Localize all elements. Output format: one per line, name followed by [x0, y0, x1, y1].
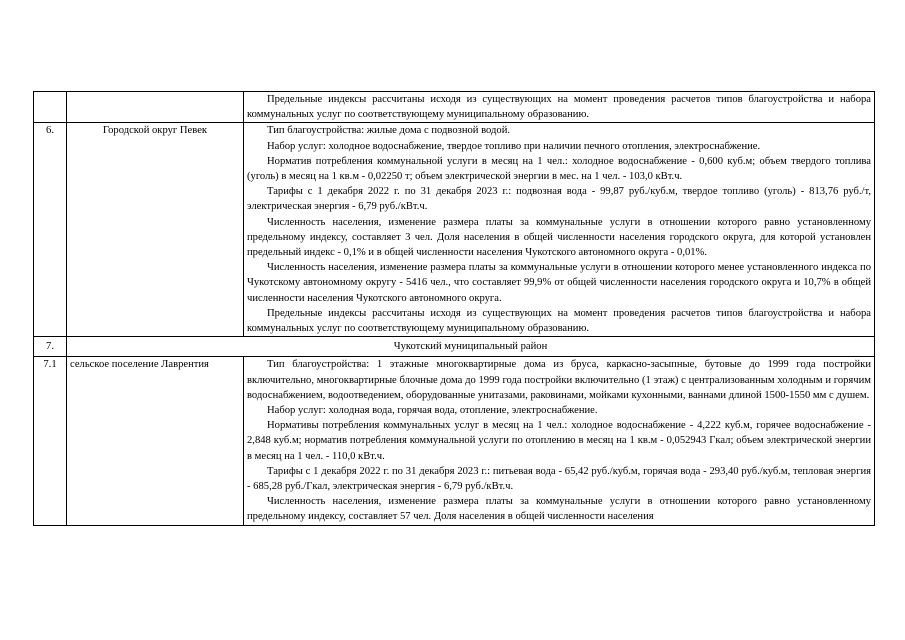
table-row — [34, 123, 875, 337]
indices-table — [33, 91, 875, 526]
paragraph: Набор услуг: холодное водоснабжение, твердое топливо при наличии печного отопления, электроснабжение. — [267, 140, 761, 152]
row-number: 7. — [34, 337, 67, 357]
document-page — [33, 91, 875, 526]
row-number — [34, 92, 67, 123]
row-description — [244, 123, 875, 337]
municipality-name: сельское поселение Лаврентия — [67, 357, 244, 525]
paragraph: Численность населения, изменение размера платы за коммунальные услуги в отношении которого менее установленного индекса по Чукотскому автономному округу - 5416 чел., что составляет 99,9% от общей численности населения городского округа и 10,7% в общей численности населения Чукотского автономного округа. — [247, 262, 871, 304]
table-row — [34, 357, 875, 525]
paragraph: Тарифы с 1 декабря 2022 г. по 31 декабря 2023 г.: подвозная вода - 99,87 руб./куб.м, твердое топливо (уголь) - 813,76 руб./т, электрическая энергия - 6,79 руб./кВт.ч. — [247, 186, 871, 213]
paragraph: Численность населения, изменение размера платы за коммунальные услуги в отношении которого равно установленному предельному индексу, составляет 57 чел. Доля населения в общей численности населения — [247, 496, 871, 523]
paragraph: Тип благоустройства: жилые дома с подвозной водой. — [267, 125, 511, 137]
municipality-name: Городской округ Певек — [67, 123, 244, 337]
paragraph: Норматив потребления коммунальной услуги в месяц на 1 чел.: холодное водоснабжение - 0,600 куб.м; объем твердого топлива (уголь) в месяц на 1 кв.м - 0,02250 т; объем электрической энергии в мес. на 1 чел. - 103,0 кВт.ч. — [247, 155, 871, 183]
municipality-name — [67, 92, 244, 123]
section-row — [34, 337, 875, 357]
section-title: Чукотский муниципальный район — [67, 337, 875, 357]
row-description — [244, 92, 875, 123]
row-number: 7.1 — [34, 357, 67, 525]
paragraph: Предельные индексы рассчитаны исходя из существующих на момент проведения расчетов типов благоустройства и набора коммунальных услуг по соответствующему муниципальному образованию. — [247, 307, 871, 335]
paragraph: Тип благоустройства: 1 этажные многоквартирные дома из бруса, каркасно-засыпные, бутовые до 1999 года постройки включительно, многоквартирные блочные дома до 1999 года постройки включительно (1 этаж) с централизованным холодным и горячим водоснабжением, водоотведением, оборудованные унитазами, раковинами, мойками кухонными, ваннами длиной 1500-1550 мм с душем. — [247, 359, 871, 401]
row-number: 6. — [34, 123, 67, 337]
paragraph: Предельные индексы рассчитаны исходя из существующих на момент проведения расчетов типов благоустройства и набора коммунальных услуг по соответствующему муниципальному образованию. — [247, 94, 871, 121]
paragraph: Численность населения, изменение размера платы за коммунальные услуги в отношении которого равно установленному предельному индексу, составляет 3 чел. Доля населения в общей численности населения городского округа, для которой установлен предельный индекс - 0,1% и в общей численности населения Чукотского автономного округа - 0,01%. — [247, 216, 871, 259]
table-row — [34, 92, 875, 123]
paragraph: Нормативы потребления коммунальных услуг в месяц на 1 чел.: холодное водоснабжение - 4,222 куб.м, горячее водоснабжение - 2,848 куб.м; норматив потребления коммунальной услуги по отоплению в месяц на 1 кв.м - 0,052943 Гкал; объем электрической энергии в месяц на 1 чел. - 110,0 кВт.ч. — [247, 420, 871, 462]
row-description — [244, 357, 875, 525]
paragraph: Тарифы с 1 декабря 2022 г. по 31 декабря 2023 г.: питьевая вода - 65,42 руб./куб.м, горячая вода - 293,40 руб./куб.м, тепловая энергия - 685,28 руб./Гкал, электрическая энергия - 6,79 руб./кВт.ч. — [247, 465, 871, 493]
paragraph: Набор услуг: холодная вода, горячая вода, отопление, электроснабжение. — [267, 405, 598, 417]
